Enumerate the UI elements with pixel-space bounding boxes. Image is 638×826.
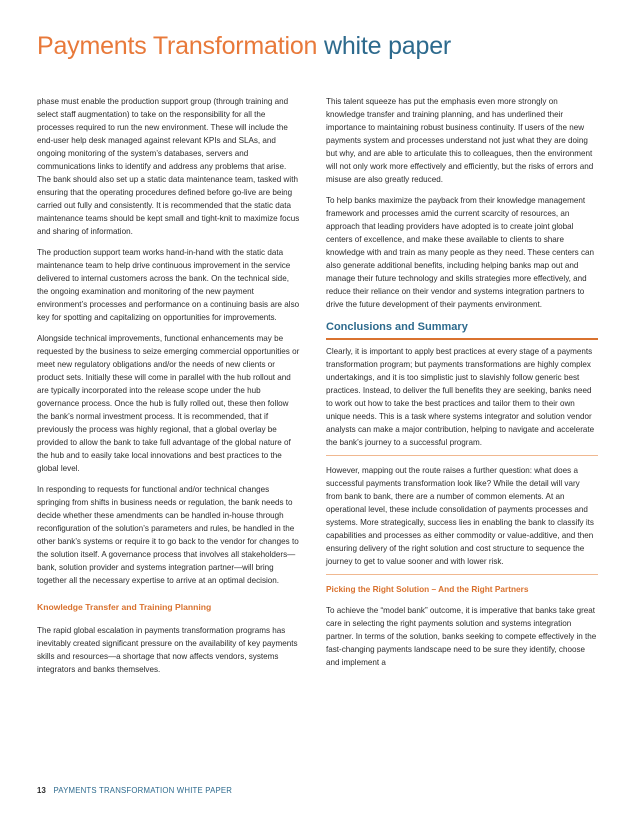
right-paragraph-4: However, mapping out the route raises a further question: what does a successful payments transformation look like? While the detail will vary from bank to bank, there are a number of common elements. At an operational level, these include consolidation of payments processes and systems. More strategically, success lies in enabling the bank to classify its capabilities and processes as either commodity or value-additive, and then ensuring delivery of the right solution and cost structure to sequence the journey to get to value sooner and with lower risk. xyxy=(326,464,598,575)
right-paragraph-5: To achieve the “model bank” outcome, it is imperative that banks take great care in selecting the right payments solution and systems integration partner. In terms of the solution, banks seeking to compete effectively in the fast-changing payments landscape need to be sure they identify, choose and implement a xyxy=(326,606,597,667)
right-paragraph-1: This talent squeeze has put the emphasis even more strongly on knowledge transfer and training planning, and has underlined their importance to maintaining robust business continuity. If users of the new payments system and processes understand not just what they are doing but why, and are able to articulate this to colleagues, then the environment will not only work more effectively and efficiently, but the risks of errors and misuse are also greatly reduced. xyxy=(326,97,594,184)
right-paragraph-3: Clearly, it is important to apply best practices at every stage of a payments transformation program; but payments transformations are highly complex undertakings, and it is too simplistic just to slavishly follow generic best practices. Instead, to deliver the full benefits they are seeking, banks need to work out how to take the best practices and tailor them to their own unique needs. This is a task where systems integrator and solution vendor analysts can make a major contribution, helping to navigate and accelerate the bank’s journey to a successful program. xyxy=(326,345,598,456)
conclusions-heading: Conclusions and Summary xyxy=(326,321,598,340)
page-number: 13 xyxy=(37,786,47,795)
right-column xyxy=(326,95,598,677)
left-paragraph-2: The production support team works hand-in-hand with the static data maintenance team to help drive continuous improvement in the service delivered to internal customers across the bank. On the technical side, the ongoing examination and monitoring of the new payment environment’s processes and performance on a continuing basis are also key for spotting and capitalizing on opportunities for improvements. xyxy=(37,248,300,322)
knowledge-transfer-heading: Knowledge Transfer and Training Planning xyxy=(37,602,212,612)
title-part-orange: Payments Transformation xyxy=(37,32,318,60)
left-paragraph-5: The rapid global escalation in payments transformation programs has inevitably created significant pressure on the availability of key payments skills and resources—a shortage that now affects vendors, systems integrators and banks themselves. xyxy=(37,626,298,674)
left-column xyxy=(37,95,300,684)
left-paragraph-4: In responding to requests for functional and/or technical changes springing from shifts in business needs or regulation, the bank needs to decide whether these amendments can be handled in-house through reconfiguration of the solution’s parameters and rules, be handled in the other bank’s systems or require it to go back to the vendor for changes to the solution itself. A governance process that involves all stakeholders—bank, solution provider and systems integration partner—will bring together all the necessary expertise to arrive at an optimal decision. xyxy=(37,485,299,585)
left-paragraph-3: Alongside technical improvements, functional enhancements may be requested by the business to seize emerging commercial opportunities or meet new regulatory obligations and/or the needs of new clients or product sets. Initially these will come in parallel with the hub rollout and are typically incorporated into the release scope under the hub governance process. Once the hub is fully rolled out, these then follow the bank’s normal investment process. It is recommended, that if previously the process was highly regional, that a global overlay be provided to allow the bank to take full advantage of the global nature of the hub and to easily take local innovations and best practices to the global level. xyxy=(37,334,300,473)
left-paragraph-1: phase must enable the production support group (through training and select staff augmentation) to take on the responsibility for all the processes required to run the new environment. These will include the end-user help desk managed against relevant KPIs and SLAs, and ongoing monitoring of the system’s databases, servers and communications links to identify and address any problems that arise. The bank should also set up a static data maintenance team, tasked with ensuring that the operating procedures defined before go-live are being carried out fully and consistently. It is recommended that the static data maintenance teams should be kept small and tight-knit to maximize focus and sharing of information. xyxy=(37,97,300,236)
title-part-blue: white paper xyxy=(324,32,452,60)
page-title xyxy=(37,34,451,59)
picking-solution-subheading: Picking the Right Solution – And the Right Partners xyxy=(326,584,529,594)
footer-label: PAYMENTS TRANSFORMATION WHITE PAPER xyxy=(53,786,233,795)
right-paragraph-2: To help banks maximize the payback from their knowledge management framework and processes amid the current scarcity of resources, an approach that leading providers have adopted is to create joint global centers of excellence, and make these available to clients to share knowledge with and train as many people as they need. These centers can also generate additional benefits, including helping banks map out and manage their future technology and skills strategies more effectively, and reduce their reliance on their vendor and systems integration partners to drive the future development of their payments environment. xyxy=(326,196,595,309)
page-footer xyxy=(37,786,232,795)
